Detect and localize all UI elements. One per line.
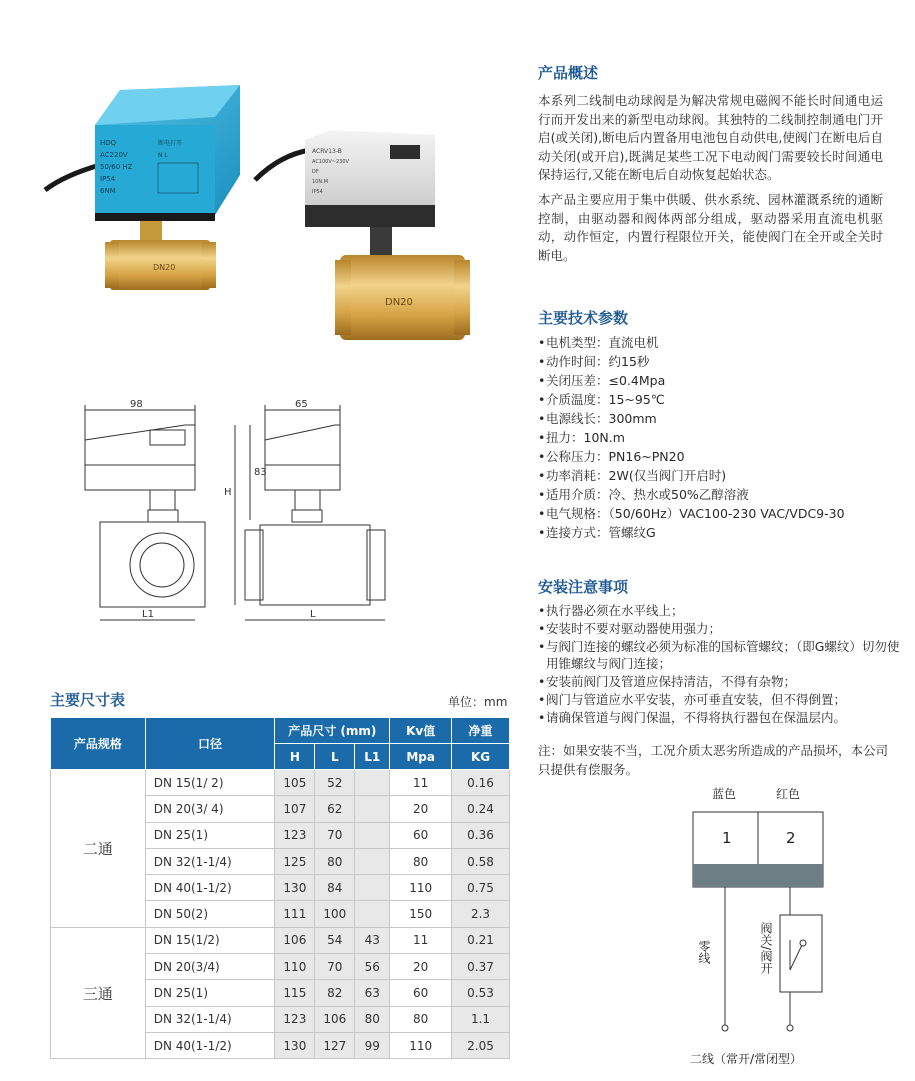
dim-98: 98 <box>130 399 143 410</box>
cell-kg: 0.16 <box>452 770 510 796</box>
product-photo <box>40 55 500 355</box>
label-right-line-4: IP54 <box>312 189 323 195</box>
tech-item: • 电源线长：300mm <box>538 409 845 428</box>
cell-kv: 11 <box>390 927 452 953</box>
install-item: • 安装前阀门及管道应保持清洁，不得有杂物； <box>538 673 903 691</box>
cell-kv: 80 <box>390 848 452 874</box>
overview-paragraph-2: 本产品主要应用于集中供暖、供水系统、园林灌溉系统的通断控制，由驱动器和阀体两部分组成，驱动器采用直流电机驱动，动作恒定，内置行程限位开关，能使阀门在全开或全关时断电。 <box>538 191 883 263</box>
tech-item: • 介质温度：15~95℃ <box>538 390 845 409</box>
cell-L1 <box>355 901 390 927</box>
label-left-wiring: 断电打开 <box>158 140 183 147</box>
actuator-left <box>95 85 240 221</box>
cell-H: 125 <box>275 848 315 874</box>
label-right-line-1: AC100V~230V <box>312 159 349 165</box>
cell-H: 115 <box>275 980 315 1006</box>
switch-label: 阀关/阀开 <box>759 922 773 975</box>
dim-65: 65 <box>295 399 308 410</box>
neutral-label: 零线 <box>697 940 711 964</box>
cell-L1: 43 <box>355 927 390 953</box>
tech-item: • 连接方式：管螺纹G <box>538 523 845 542</box>
cell-L1 <box>355 822 390 848</box>
cell-L1: 99 <box>355 1032 390 1058</box>
cell-kv: 11 <box>390 770 452 796</box>
cell-dn: DN 50(2) <box>145 901 275 927</box>
cell-H: 130 <box>275 875 315 901</box>
cell-L1 <box>355 875 390 901</box>
cell-kg: 2.3 <box>452 901 510 927</box>
cell-L1: 56 <box>355 954 390 980</box>
header-spec: 产品规格 <box>51 718 146 770</box>
cell-L: 70 <box>315 954 355 980</box>
cell-L1 <box>355 796 390 822</box>
install-item: • 安装时不要对驱动器使用强力； <box>538 620 903 638</box>
wiring-diagram <box>690 780 830 1070</box>
install-note: 注：如果安装不当，工况介质太恶劣所造成的产品损坏，本公司只提供有偿服务。 <box>538 743 889 777</box>
cell-kg: 0.75 <box>452 875 510 901</box>
cell-dn: DN 32(1-1/4) <box>145 1006 275 1032</box>
tech-item: • 功率消耗：2W(仅当阀门开启时) <box>538 466 845 485</box>
tech-item: • 适用介质：冷、热水或50%乙醇溶液 <box>538 485 845 504</box>
cell-H: 111 <box>275 901 315 927</box>
cell-kg: 0.36 <box>452 822 510 848</box>
header-H: H <box>275 744 315 770</box>
cell-kv: 110 <box>390 875 452 901</box>
overview-paragraph-1: 本系列二线制电动球阀是为解决常规电磁阀不能长时间通电运行而开发出来的新型电动球阀。其独特的二线制控制通电门开启(或关闭),断电后内置备用电池包自动供电,使阀门在断电后自动关闭(或开启),既满足某些工况下电动阀门需要较长时间通电保持运行,又能在断电后自动恢复起始状态。 <box>538 93 883 183</box>
cell-L: 70 <box>315 822 355 848</box>
tech-item: • 关闭压差：≤0.4Mpa <box>538 371 845 390</box>
cell-dn: DN 32(1-1/4) <box>145 848 275 874</box>
cell-kg: 0.53 <box>452 980 510 1006</box>
header-kv: Kv值 <box>390 718 452 744</box>
install-item: • 请确保管道与阀门保温，不得将执行器包在保温层内。 <box>538 709 903 727</box>
install-item: • 与阀门连接的螺纹必须为标准的国标管螺纹；（即G螺纹）切勿使用锥螺纹与阀门连接； <box>538 638 903 674</box>
body-mark-left: DN20 <box>153 263 176 272</box>
group-three-way: 三通 <box>51 927 146 1058</box>
wire-blue-label: 蓝色 <box>712 787 737 801</box>
cell-dn: DN 20(3/4) <box>145 954 275 980</box>
cell-dn: DN 25(1) <box>145 822 275 848</box>
cell-kg: 0.24 <box>452 796 510 822</box>
tech-item: • 动作时间：约15秒 <box>538 352 845 371</box>
cell-L1 <box>355 848 390 874</box>
install-item: • 执行器必须在水平线上； <box>538 602 903 620</box>
cell-H: 130 <box>275 1032 315 1058</box>
label-right-line-0: ACRV13-B <box>312 148 342 155</box>
valve-body-right <box>335 255 470 340</box>
cell-kv: 110 <box>390 1032 452 1058</box>
cell-dn: DN 40(1-1/2) <box>145 875 275 901</box>
cell-L: 84 <box>315 875 355 901</box>
cell-L: 106 <box>315 1006 355 1032</box>
table-row <box>51 770 510 796</box>
cell-dn: DN 40(1-1/2) <box>145 1032 275 1058</box>
wiring-caption: 二线（常开/常闭型） <box>690 1052 803 1066</box>
tech-item: • 电气规格：（50/60Hz）VAC100-230 VAC/VDC9-30 <box>538 504 845 523</box>
cell-kv: 150 <box>390 901 452 927</box>
cell-L: 100 <box>315 901 355 927</box>
cell-L: 62 <box>315 796 355 822</box>
overview-text <box>538 92 883 271</box>
label-left-line-2: 50/60 HZ <box>100 163 133 171</box>
cell-L: 82 <box>315 980 355 1006</box>
valve-body-left <box>105 240 216 290</box>
cell-kg: 0.37 <box>452 954 510 980</box>
terminal-1: 1 <box>722 829 732 847</box>
cell-dn: DN 25(1) <box>145 980 275 1006</box>
cell-L: 54 <box>315 927 355 953</box>
cell-dn: DN 20(3/ 4) <box>145 796 275 822</box>
header-mpa: Mpa <box>390 744 452 770</box>
tech-list <box>538 333 845 542</box>
tech-item: • 电机类型：直流电机 <box>538 333 845 352</box>
label-left-line-4: 6NM <box>100 187 116 195</box>
header-kg: KG <box>452 744 510 770</box>
cell-kv: 20 <box>390 796 452 822</box>
label-right-line-3: 10N.M <box>312 179 329 185</box>
tech-item: • 扭力：10N.m <box>538 428 845 447</box>
cell-kv: 60 <box>390 822 452 848</box>
label-left-line-1: AC220V <box>100 151 128 159</box>
header-L: L <box>315 744 355 770</box>
dimension-drawing <box>70 395 450 630</box>
cell-kv: 60 <box>390 980 452 1006</box>
cell-H: 123 <box>275 1006 315 1032</box>
cell-L1: 63 <box>355 980 390 1006</box>
cell-dn: DN 15(1/2) <box>145 927 275 953</box>
terminal-2: 2 <box>786 829 796 847</box>
group-two-way: 二通 <box>51 770 146 928</box>
dim-83: 83 <box>254 467 267 478</box>
cell-L: 52 <box>315 770 355 796</box>
switch-box <box>780 915 822 992</box>
actuator-right <box>305 130 435 227</box>
cell-L: 80 <box>315 848 355 874</box>
cell-dn: DN 15(1/ 2) <box>145 770 275 796</box>
cell-kg: 2.05 <box>452 1032 510 1058</box>
header-caliber: 口径 <box>145 718 275 770</box>
dimension-table <box>50 717 510 1059</box>
cell-kg: 1.1 <box>452 1006 510 1032</box>
cell-L: 127 <box>315 1032 355 1058</box>
cell-H: 106 <box>275 927 315 953</box>
cell-kv: 20 <box>390 954 452 980</box>
cell-L1 <box>355 770 390 796</box>
header-weight: 净重 <box>452 718 510 744</box>
table-unit: 单位：mm <box>448 695 508 709</box>
tech-title: 主要技术参数 <box>538 309 629 327</box>
overview-title: 产品概述 <box>538 64 599 82</box>
dim-L: L <box>310 609 316 620</box>
body-mark-right: DN20 <box>385 297 413 308</box>
cell-H: 123 <box>275 822 315 848</box>
cell-H: 107 <box>275 796 315 822</box>
install-title: 安装注意事项 <box>538 578 629 596</box>
cell-H: 105 <box>275 770 315 796</box>
cell-kg: 0.58 <box>452 848 510 874</box>
header-L1: L1 <box>355 744 390 770</box>
dim-L1: L1 <box>142 609 154 620</box>
label-right-line-2: DF <box>312 169 319 175</box>
table-row <box>51 927 510 953</box>
wire-red-label: 红色 <box>776 787 801 801</box>
cell-H: 110 <box>275 954 315 980</box>
tech-item: • 公称压力：PN16~PN20 <box>538 447 845 466</box>
dim-H: H <box>224 487 232 498</box>
header-size: 产品尺寸 (mm) <box>275 718 390 744</box>
install-list <box>538 602 903 727</box>
table-title: 主要尺寸表 <box>50 691 126 709</box>
label-left-line-0: HDQ <box>100 139 117 147</box>
cell-kg: 0.21 <box>452 927 510 953</box>
label-left-line-3: IP54 <box>100 175 116 183</box>
cell-L1: 80 <box>355 1006 390 1032</box>
label-left-nl: N L <box>158 152 168 159</box>
install-item: • 阀门与管道应水平安装，亦可垂直安装，但不得倒置； <box>538 691 903 709</box>
cell-kv: 80 <box>390 1006 452 1032</box>
